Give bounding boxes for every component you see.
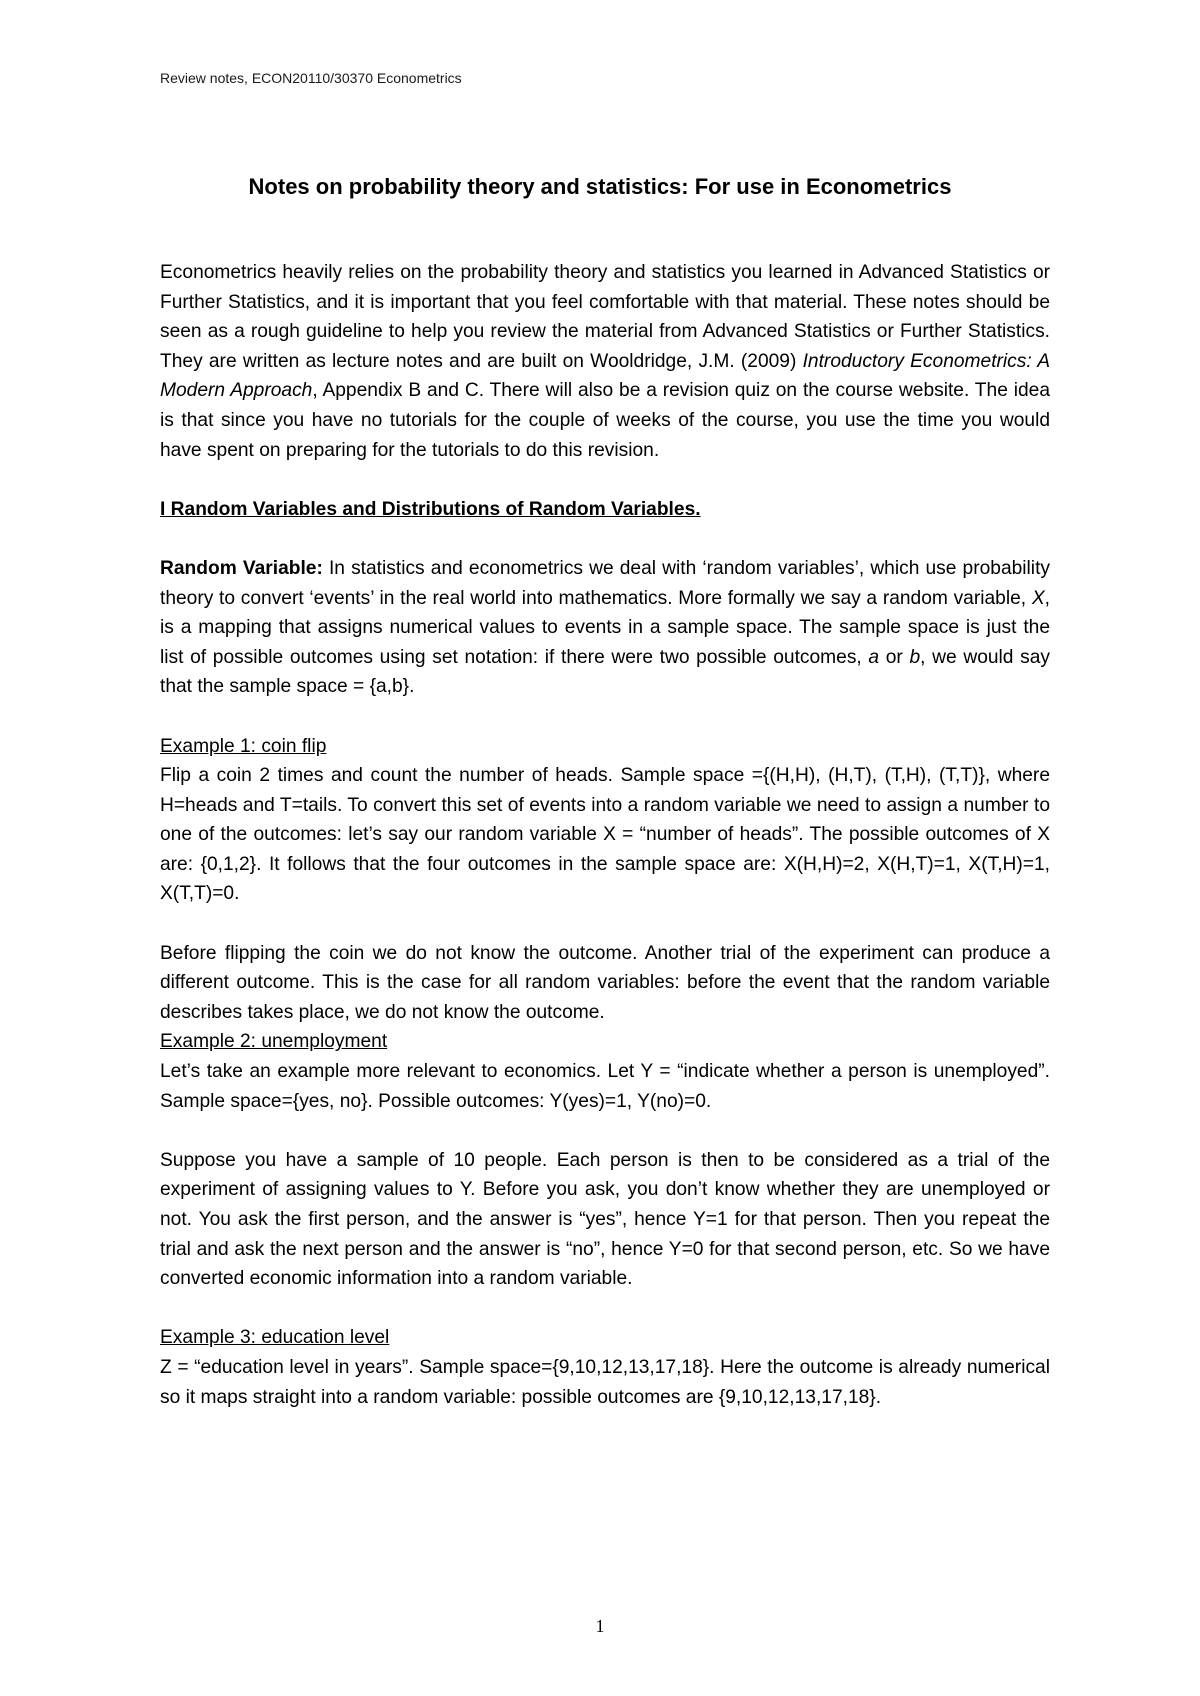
example-3-heading: Example 3: education level: [160, 1327, 390, 1349]
running-header: Review notes, ECON20110/30370 Econometrics: [160, 70, 462, 86]
section-heading: I Random Variables and Distributions of Random Variables.: [160, 498, 701, 520]
example-1-heading: Example 1: coin flip: [160, 735, 327, 757]
example-3-text: Z = “education level in years”. Sample space={9,10,12,13,17,18}. Here the outcome is already numerical so it maps straight into a random variable: possible outcomes are {9,10,12,13,17,18}.: [160, 1356, 1050, 1408]
body-text: [160, 258, 1050, 1412]
example-2-followup: Suppose you have a sample of 10 people. Each person is then to be considered as a trial of the experiment of assigning values to Y. Before you ask, you don’t know whether they are unemployed or not. You ask the first person, and the answer is “yes”, hence Y=1 for that person. Then you repeat the trial and ask the next person and the answer is “no”, hence Y=0 for that second person, etc. So we have converted economic information into a random variable.: [160, 1149, 1050, 1290]
intro-paragraph: Econometrics heavily relies on the probability theory and statistics you learned in Advanced Statistics or Further Statistics, and it is important that you feel comfortable with that material. These notes should be seen as a rough guideline to help you review the material from Advanced Statistics or Further Statistics. They are written as lecture notes and are built on Wooldridge, J.M. (2009) Introductory Econometrics: A Modern Approach, Appendix B and C. There will also be a revision quiz on the course website. The idea is that since you have no tutorials for the couple of weeks of the course, you use the time you would have spent on preparing for the tutorials to do this revision.: [160, 262, 1050, 461]
book-title: Introductory Econometrics: A Modern Approach: [160, 350, 1050, 402]
definition-term: Random Variable:: [160, 557, 323, 579]
random-variable-definition: Random Variable: In statistics and econometrics we deal with ‘random variables’, which use probability theory to convert ‘events’ in the real world into mathematics. More formally we say a random variable, X, is a mapping that assigns numerical values to events in a sample space. The sample space is just the list of possible outcomes using set notation: if there were two possible outcomes, a or b, we would say that the sample space = {a,b}.: [160, 557, 1050, 698]
page-number: 1: [595, 1616, 605, 1636]
example-2-text: Let’s take an example more relevant to economics. Let Y = “indicate whether a person is unemployed”. Sample space={yes, no}. Possible outcomes: Y(yes)=1, Y(no)=0.: [160, 1061, 1050, 1112]
document-title: Notes on probability theory and statistics: For use in Econometrics: [248, 174, 952, 199]
example-1-text: Flip a coin 2 times and count the number of heads. Sample space ={(H,H), (H,T), (T,H), (T,T)}, where H=heads and T=tails. To convert this set of events into a random variable we need to assign a number to one of the outcomes: let’s say our random variable X = “number of heads”. The possible outcomes of X are: {0,1,2}. It follows that the four outcomes in the sample space are: X(H,H)=2, X(H,T)=1, X(T,H)=1, X(T,T)=0.: [160, 765, 1050, 905]
example-2-heading: Example 2: unemployment: [160, 1031, 388, 1053]
example-1-followup: Before flipping the coin we do not know the outcome. Another trial of the experiment can produce a different outcome. This is the case for all random variables: before the event that the random variable describes takes place, we do not know the outcome.: [160, 942, 1050, 1023]
